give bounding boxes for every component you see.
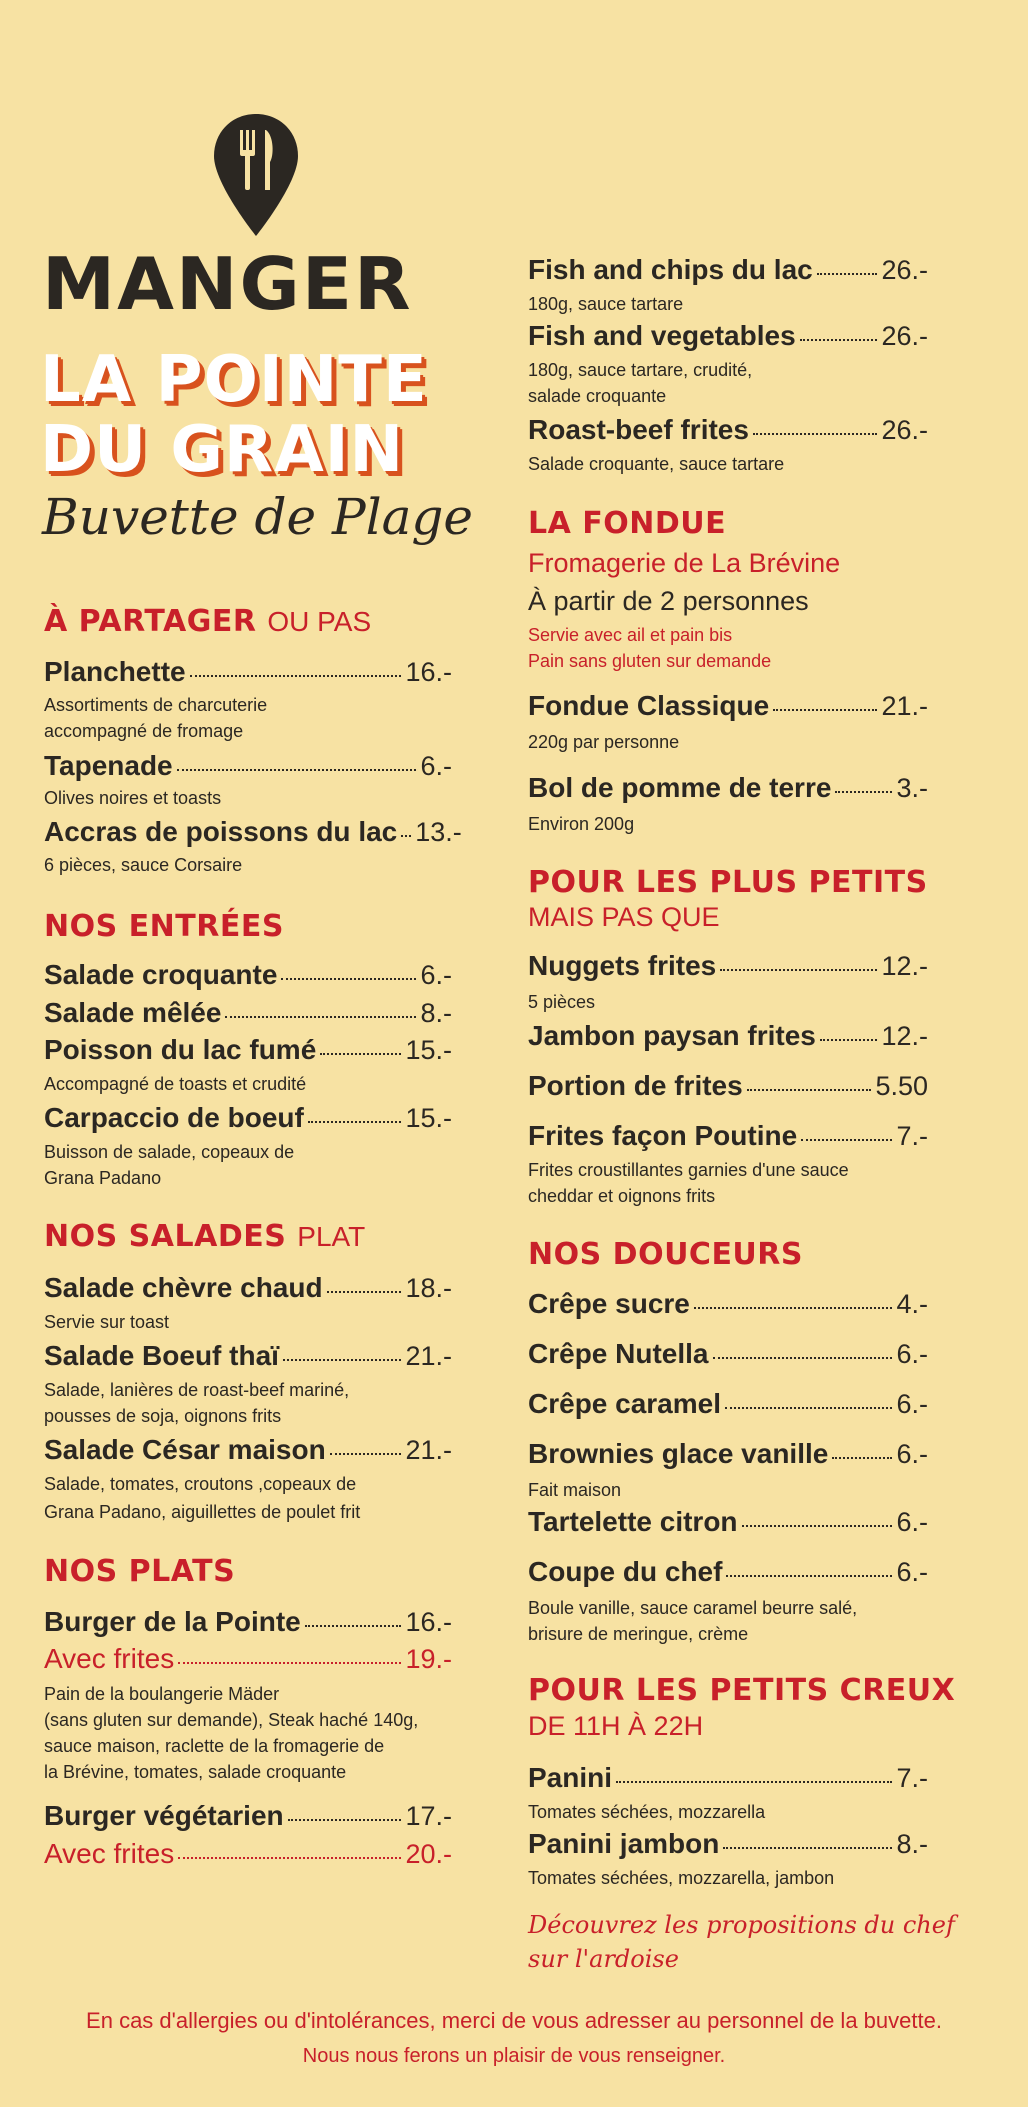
- item-description: Grana Padano: [44, 1168, 162, 1188]
- menu-item-variant: Avec frites 19.-: [44, 1643, 452, 1674]
- section-petits-title: POUR LES PLUS PETITS: [528, 865, 928, 900]
- menu-item: Panini 7.-: [528, 1762, 928, 1793]
- menu-item: Jambon paysan frites 12.-: [528, 1020, 928, 1051]
- item-description: Boule vanille, sauce caramel beurre salé,: [528, 1598, 858, 1618]
- menu-item: Frites façon Poutine 7.-: [528, 1120, 928, 1151]
- restaurant-name-line1: LA POINTE: [40, 343, 428, 417]
- section-fondue-title: LA FONDUE: [528, 506, 727, 541]
- menu-item: Crêpe Nutella 6.-: [528, 1338, 928, 1369]
- chef-note-line: sur l'ardoise: [528, 1945, 679, 1973]
- menu-item: Salade Boeuf thaï 21.-: [44, 1340, 452, 1371]
- item-description: 5 pièces: [528, 992, 596, 1012]
- menu-item: Fondue Classique 21.-: [528, 690, 928, 721]
- item-description: Pain de la boulangerie Mäder: [44, 1684, 280, 1704]
- menu-item: Fish and vegetables 26.-: [528, 320, 928, 351]
- item-description: Accompagné de toasts et crudité: [44, 1074, 307, 1094]
- item-description: Olives noires et toasts: [44, 788, 222, 808]
- section-plats-title: NOS PLATS: [44, 1554, 236, 1589]
- menu-item: Poisson du lac fumé 15.-: [44, 1034, 452, 1065]
- menu-item: Salade chèvre chaud 18.-: [44, 1272, 452, 1303]
- menu-item: Portion de frites 5.50: [528, 1070, 928, 1101]
- chef-note: [528, 1908, 988, 1976]
- menu-item: Carpaccio de boeuf 15.-: [44, 1102, 452, 1133]
- header-title: MANGER: [42, 242, 413, 326]
- fondue-note: Servie avec ail et pain bis: [528, 625, 733, 645]
- item-description: Fait maison: [528, 1480, 622, 1500]
- item-description: Salade, lanières de roast-beef mariné,: [44, 1380, 350, 1400]
- menu-item: Fish and chips du lac 26.-: [528, 254, 928, 285]
- item-description: Tomates séchées, mozzarella: [528, 1802, 766, 1822]
- footer-allergy-note: En cas d'allergies ou d'intolérances, merci de vous adresser au personnel de la buvette.: [86, 2008, 942, 2033]
- item-description: Salade, tomates, croutons ,copeaux de: [44, 1474, 357, 1494]
- creux-subtitle: DE 11H À 22H: [528, 1711, 704, 1741]
- menu-item: Brownies glace vanille 6.-: [528, 1438, 928, 1469]
- menu-item: Nuggets frites 12.-: [528, 950, 928, 981]
- menu-item: Roast-beef frites 26.-: [528, 414, 928, 445]
- menu-item: Salade César maison 21.-: [44, 1434, 452, 1465]
- item-description: salade croquante: [528, 386, 667, 406]
- item-description: 220g par personne: [528, 732, 680, 752]
- item-description: Tomates séchées, mozzarella, jambon: [528, 1868, 835, 1888]
- item-description: Servie sur toast: [44, 1312, 170, 1332]
- section-partager-title: À PARTAGER OU PAS: [44, 604, 372, 639]
- menu-item: Crêpe caramel 6.-: [528, 1388, 928, 1419]
- fork-knife-pin-icon: [212, 112, 300, 238]
- menu-item: Panini jambon 8.-: [528, 1828, 928, 1859]
- item-description: Frites croustillantes garnies d'une sauce: [528, 1160, 849, 1180]
- item-description: Grana Padano, aiguillettes de poulet frit: [44, 1502, 361, 1522]
- menu-item: Bol de pomme de terre 3.-: [528, 772, 928, 803]
- item-description: sauce maison, raclette de la fromagerie de: [44, 1736, 385, 1756]
- menu-item: Tapenade 6.-: [44, 750, 452, 781]
- item-description: 180g, sauce tartare: [528, 294, 684, 314]
- menu-item: Accras de poissons du lac 13.-: [44, 816, 462, 847]
- chef-note-line: Découvrez les propositions du chef: [528, 1911, 955, 1939]
- item-description: la Brévine, tomates, salade croquante: [44, 1762, 347, 1782]
- menu-item: Burger végétarien 17.-: [44, 1800, 452, 1831]
- fondue-persons: À partir de 2 personnes: [528, 586, 809, 616]
- menu-item: Salade mêlée 8.-: [44, 997, 452, 1028]
- footer-help-note: Nous nous ferons un plaisir de vous renseigner.: [302, 2045, 726, 2067]
- section-salades-title: NOS SALADES PLAT: [44, 1219, 366, 1254]
- item-description: 6 pièces, sauce Corsaire: [44, 855, 243, 875]
- restaurant-name-line2: DU GRAIN: [40, 413, 405, 487]
- menu-item: Salade croquante 6.-: [44, 959, 452, 990]
- menu-item-variant: Avec frites 20.-: [44, 1838, 452, 1869]
- item-description: Assortiments de charcuterie: [44, 695, 268, 715]
- item-description: Salade croquante, sauce tartare: [528, 454, 785, 474]
- fondue-note: Pain sans gluten sur demande: [528, 651, 772, 671]
- section-creux-title: POUR LES PETITS CREUX: [528, 1673, 956, 1708]
- menu-item: Planchette 16.-: [44, 656, 452, 687]
- header-subtitle: Buvette de Plage: [42, 488, 473, 546]
- menu-item: Burger de la Pointe 16.-: [44, 1606, 452, 1637]
- menu-item: Crêpe sucre 4.-: [528, 1288, 928, 1319]
- item-description: cheddar et oignons frits: [528, 1186, 716, 1206]
- item-description: Buisson de salade, copeaux de: [44, 1142, 295, 1162]
- menu-item: Coupe du chef 6.-: [528, 1556, 928, 1587]
- item-description: brisure de meringue, crème: [528, 1624, 749, 1644]
- section-entrees-title: NOS ENTRÉES: [44, 909, 284, 944]
- fondue-subtitle: Fromagerie de La Brévine: [528, 548, 841, 578]
- item-description: 180g, sauce tartare, crudité,: [528, 360, 753, 380]
- item-description: pousses de soja, oignons frits: [44, 1406, 282, 1426]
- item-description: accompagné de fromage: [44, 721, 244, 741]
- item-description: (sans gluten sur demande), Steak haché 140g,: [44, 1710, 419, 1730]
- section-douceurs-title: NOS DOUCEURS: [528, 1237, 804, 1272]
- petits-subtitle: MAIS PAS QUE: [528, 902, 720, 932]
- menu-item: Tartelette citron 6.-: [528, 1506, 928, 1537]
- item-description: Environ 200g: [528, 814, 635, 834]
